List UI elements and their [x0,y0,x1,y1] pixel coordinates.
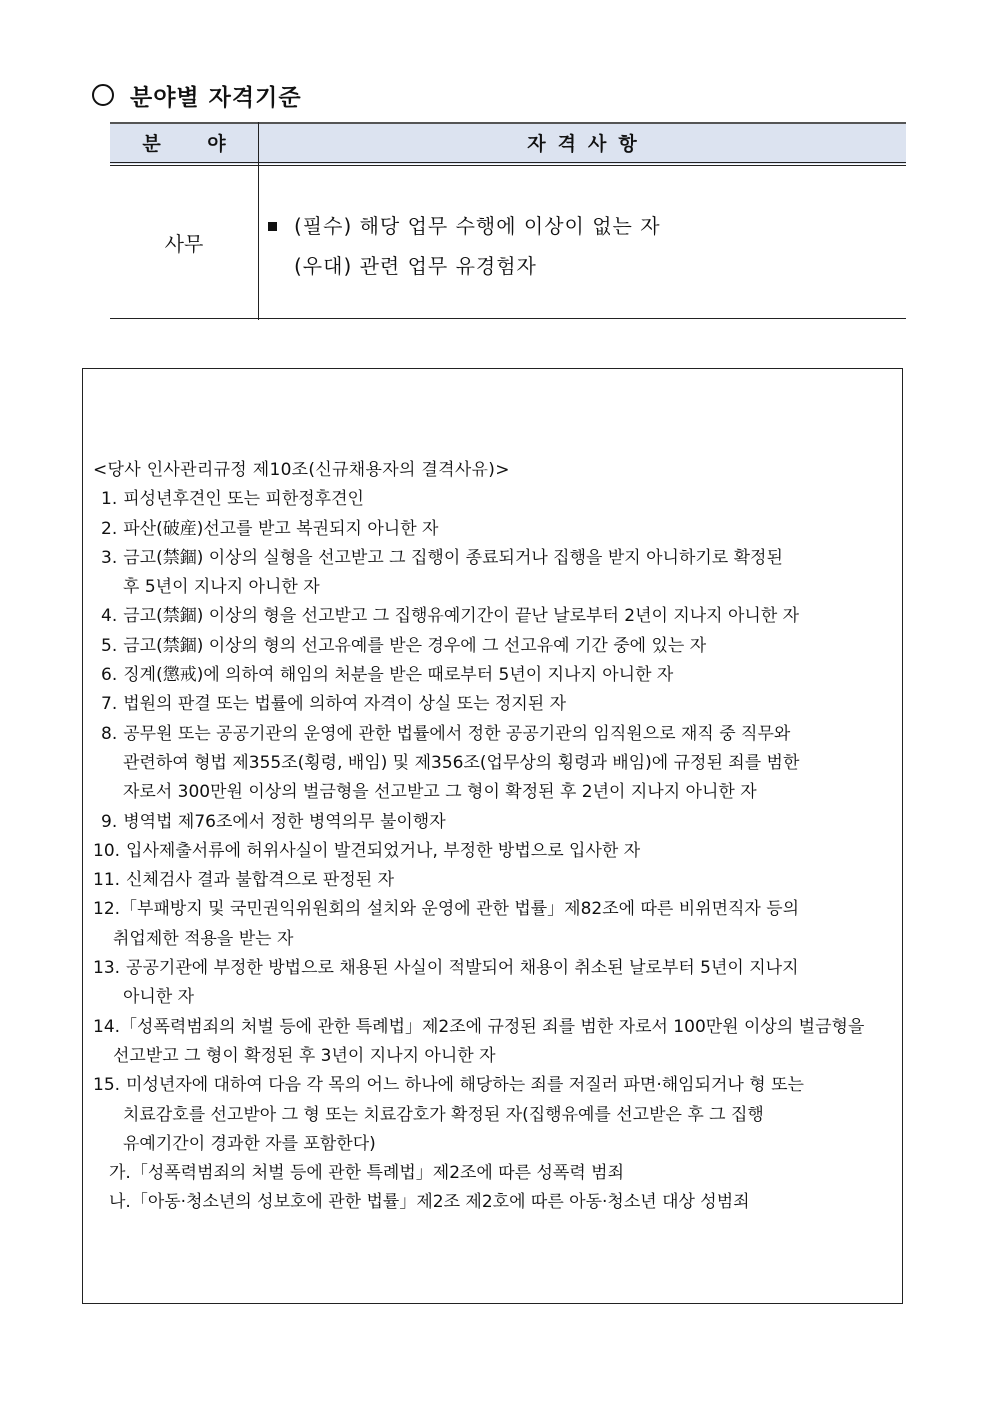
rule-item [93,515,893,544]
rule-item [93,1013,893,1042]
disqualification-box [82,368,903,1304]
rule-number: 11. [93,870,121,891]
rule-number: 9. [101,811,118,832]
column-divider [258,122,259,320]
rule-item [93,808,893,837]
rule-number: 8. [101,723,118,744]
disqualification-list [93,456,893,1218]
rule-item [93,720,893,749]
rule-subitem: 나.「아동·청소년의 성보호에 관한 법률」제2조 제2호에 따른 아동·청소년 대상 성범죄 [109,1192,750,1213]
field-cell: 사무 [164,231,204,256]
rule-text: 「부패방지 및 국민권익위원회의 설치와 운영에 관한 법률」제82조에 따른 비위면직자 등의 [120,899,800,920]
rule-number: 12. [93,899,121,920]
rule-number: 4. [101,606,118,627]
rule-number: 13. [93,958,121,979]
rule-item [93,866,893,895]
qualification-table [110,122,906,320]
rule-number: 5. [101,635,118,656]
rule-number: 7. [101,694,118,715]
section-heading [92,78,302,112]
rule-item [93,544,893,573]
rule-item-continuation: 유예기간이 경과한 자를 포함한다) [123,1133,376,1154]
rule-item-continuation: 선고받고 그 형이 확정된 후 3년이 지나지 아니한 자 [113,1045,496,1066]
rule-number: 15. [93,1075,121,1096]
section-title: 분야별 자격기준 [130,83,302,111]
rule-item [93,485,893,514]
rule-text: 병역법 제76조에서 정한 병역의무 불이행자 [123,811,446,832]
rule-text: 금고(禁錮) 이상의 실형을 선고받고 그 집행이 종료되거나 집행을 받지 아니하기로 확정된 [123,547,783,568]
requirement-preferred-text: (우대) 관련 업무 유경험자 [294,254,537,278]
requirement-required-text: (필수) 해당 업무 수행에 이상이 없는 자 [294,214,661,238]
circle-bullet-icon [92,84,114,106]
rule-number: 6. [101,665,118,686]
rule-number: 2. [101,518,118,539]
rule-item [93,837,893,866]
square-bullet-icon [268,222,277,231]
rule-text: 미성년자에 대하여 다음 각 목의 어느 하나에 해당하는 죄를 저질러 파면·해임되거나 형 또는 [126,1075,804,1096]
rule-item [93,1071,893,1100]
requirement-required [268,206,661,246]
rule-item [93,690,893,719]
disqualification-heading: <당사 인사관리규정 제10조(신규채용자의 결격사유)> [93,460,510,480]
rule-item-continuation: 치료감호를 선고받아 그 형 또는 치료감호가 확정된 자(집행유예를 선고받은 후 그 집행 [123,1104,764,1125]
rule-number: 14. [93,1016,121,1037]
rule-subitem: 가.「성폭력범죄의 처벌 등에 관한 특례법」제2조에 따른 성폭력 범죄 [109,1163,625,1184]
rule-text: 금고(禁錮) 이상의 형을 선고받고 그 집행유예기간이 끝난 날로부터 2년이 지나지 아니한 자 [123,606,800,627]
requirement-preferred [268,246,661,286]
rule-number: 1. [101,489,118,510]
header-field: 분 야 [142,132,246,155]
rule-item [93,895,893,924]
rule-item-continuation: 취업제한 적용을 받는 자 [113,928,294,949]
rule-text: 입사제출서류에 허위사실이 발견되었거나, 부정한 방법으로 입사한 자 [126,840,641,861]
rule-text: 징계(懲戒)에 의하여 해임의 처분을 받은 때로부터 5년이 지나지 아니한 자 [123,665,674,686]
rule-text: 「성폭력범죄의 처벌 등에 관한 특례법」제2조에 규정된 죄를 범한 자로서 100만원 이상의 벌금형을 [120,1016,865,1037]
rule-item-continuation: 후 5년이 지나지 아니한 자 [123,577,320,598]
rule-item-continuation: 아니한 자 [123,987,195,1008]
header-rule [110,162,906,163]
rule-item-continuation: 관련하여 형법 제355조(횡령, 배임) 및 제356조(업무상의 횡령과 배임)에 규정된 죄를 범한 [123,752,800,773]
rule-text: 공무원 또는 공공기관의 운영에 관한 법률에서 정한 공공기관의 임직원으로 재직 중 직무와 [123,723,791,744]
rule-item [93,661,893,690]
rule-text: 파산(破産)선고를 받고 복권되지 아니한 자 [123,518,439,539]
rule-text: 피성년후견인 또는 피한정후견인 [123,489,364,510]
rule-item [93,602,893,631]
table-bottom-rule [110,318,906,319]
rule-text: 공공기관에 부정한 방법으로 채용된 사실이 적발되어 채용이 취소된 날로부터 5년이 지나지 [126,958,799,979]
requirements-cell [268,206,661,286]
rule-text: 금고(禁錮) 이상의 형의 선고유예를 받은 경우에 그 선고유예 기간 중에 있는 자 [123,635,707,656]
rule-item [93,632,893,661]
rule-number: 3. [101,547,118,568]
rule-item [93,954,893,983]
rule-text: 법원의 판결 또는 법률에 의하여 자격이 상실 또는 정지된 자 [123,694,566,715]
rule-text: 신체검사 결과 불합격으로 판정된 자 [126,870,394,891]
rule-item-continuation: 자로서 300만원 이상의 벌금형을 선고받고 그 형이 확정된 후 2년이 지나지 아니한 자 [123,782,757,803]
header-requirements: 자격사항 [527,132,649,155]
rule-number: 10. [93,840,121,861]
